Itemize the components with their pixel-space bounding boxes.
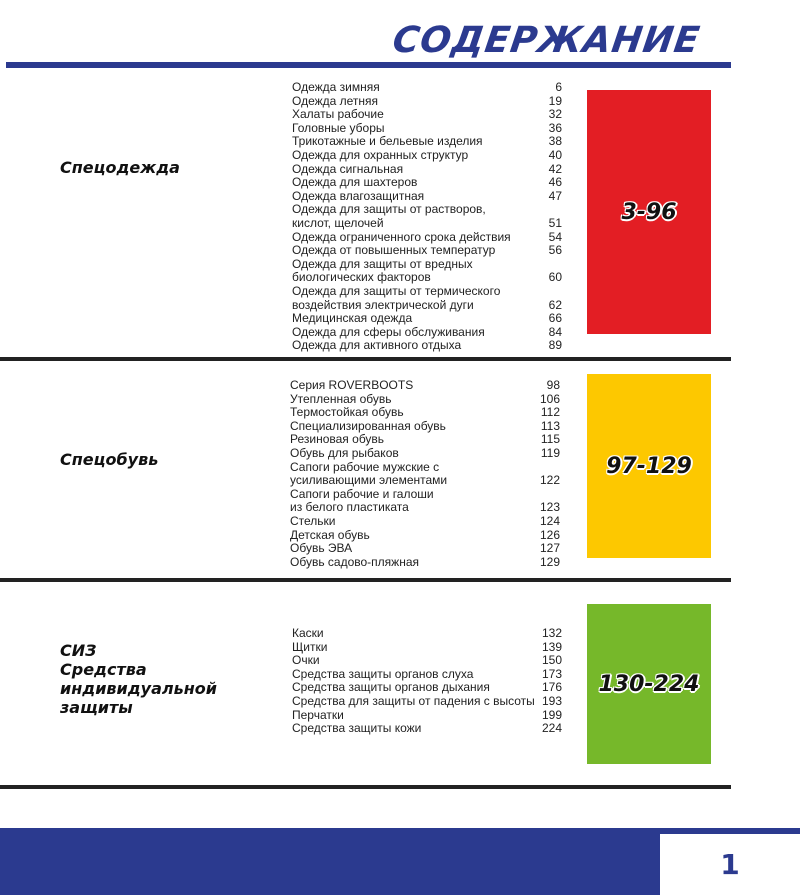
page-number-box: [660, 834, 800, 895]
toc-item-page: 54: [548, 229, 562, 244]
toc-item-page: 176: [541, 680, 562, 695]
toc-item: [292, 681, 562, 695]
toc-item-label: Одежда сигнальная: [292, 161, 404, 176]
toc-item-page: 124: [539, 513, 560, 528]
toc-item-label: Сапоги рабочие и галоши из белого пластиката: [290, 486, 434, 515]
toc-item-page: 106: [539, 391, 560, 406]
toc-item-label: Каски: [292, 626, 324, 640]
toc-item-page: 36: [548, 120, 562, 135]
toc-item: [290, 461, 560, 488]
page-number: 1: [720, 848, 740, 881]
toc-item-label: Обувь для рыбаков: [290, 445, 399, 460]
toc-item-page: 119: [540, 445, 560, 460]
toc-item-page: 47: [548, 188, 562, 203]
toc-item-page: 122: [539, 473, 560, 488]
toc-item-label: Одежда для защиты от растворов, кислот, щелочей: [292, 202, 486, 230]
toc-item-label: Одежда для защиты от вредных биологических факторов: [292, 256, 473, 285]
toc-item-page: 113: [540, 418, 560, 433]
toc-item-page: 112: [540, 405, 560, 420]
toc-item: [292, 176, 562, 190]
toc-item: [292, 244, 562, 258]
toc-item: [290, 529, 560, 543]
toc-item-page: 46: [548, 175, 562, 190]
toc-item-label: Детская обувь: [290, 527, 370, 542]
toc-item: [292, 95, 562, 109]
section-title-ppe: СИЗ Средства индивидуальной защиты: [60, 641, 217, 717]
toc-item-label: Одежда для охранных структур: [292, 147, 469, 162]
toc-item-page: 139: [541, 639, 562, 654]
toc-item-label: Щитки: [292, 639, 328, 654]
toc-item: [290, 379, 560, 393]
toc-item-label: Халаты рабочие: [292, 107, 384, 122]
toc-item-label: Сапоги рабочие мужские с усиливающими элементами: [290, 459, 448, 488]
toc-item-label: Средства защиты органов дыхания: [292, 680, 490, 695]
section-title-clothing: Спецодежда: [60, 158, 180, 177]
toc-item: [292, 149, 562, 163]
toc-item: [292, 190, 562, 204]
toc-item-label: Перчатки: [292, 707, 344, 722]
toc-item-label: Обувь ЭВА: [290, 541, 353, 556]
range-box-footwear: [587, 374, 711, 558]
toc-item-label: Серия ROVERBOOTS: [290, 378, 414, 392]
toc-item-page: 89: [548, 338, 562, 353]
toc-item: [292, 163, 562, 177]
toc-item: [292, 627, 562, 641]
toc-item: [292, 231, 562, 245]
toc-item-label: Термостойкая обувь: [290, 405, 404, 420]
toc-item-page: 42: [548, 161, 562, 176]
toc-item: [292, 722, 562, 736]
section-divider: [0, 357, 731, 361]
toc-item: [292, 135, 562, 149]
toc-item: [292, 709, 562, 723]
toc-item: [292, 258, 562, 285]
toc-item: [292, 326, 562, 340]
toc-item: [290, 556, 560, 570]
toc-item-label: Одежда от повышенных температур: [292, 243, 496, 258]
toc-item-label: Средства защиты органов слуха: [292, 666, 474, 681]
toc-item-label: Одежда для шахтеров: [292, 175, 418, 190]
section-title-footwear: Спецобувь: [60, 450, 159, 469]
section-divider: [0, 785, 731, 789]
toc-item: [290, 447, 560, 461]
toc-item-page: 98: [546, 378, 560, 392]
toc-item-page: 32: [548, 107, 562, 122]
toc-item: [292, 695, 562, 709]
toc-item-page: 62: [548, 297, 562, 312]
page-title: СОДЕРЖАНИЕ: [390, 20, 703, 61]
toc-item-page: 123: [539, 500, 560, 515]
toc-item-page: 193: [541, 693, 562, 708]
toc-item: [292, 668, 562, 682]
toc-item-label: Резиновая обувь: [290, 432, 385, 447]
toc-item-label: Одежда для защиты от термического воздействия электрической дуги: [292, 283, 501, 312]
toc-item-label: Трикотажные и бельевые изделия: [292, 134, 483, 149]
toc-item-label: Одежда влагозащитная: [292, 188, 425, 203]
range-box-ppe: [587, 604, 711, 764]
toc-item: [292, 339, 562, 353]
toc-item-label: Одежда для сферы обслуживания: [292, 324, 485, 339]
toc-item: [290, 515, 560, 529]
toc-item-page: 84: [548, 324, 562, 339]
toc-item-page: 56: [548, 243, 562, 258]
section-items-clothing: [292, 81, 562, 353]
toc-item-label: Обувь садово-пляжная: [290, 554, 419, 569]
toc-item: [290, 393, 560, 407]
toc-item-page: 132: [541, 626, 562, 640]
toc-item: [292, 122, 562, 136]
toc-item-label: Утепленная обувь: [290, 391, 392, 406]
toc-item-label: Средства для защиты от падения с высоты: [292, 693, 535, 708]
toc-item-label: Головные уборы: [292, 120, 385, 135]
section-items-ppe: [292, 627, 562, 736]
toc-item-page: 199: [541, 707, 562, 722]
toc-item-label: Специализированная обувь: [290, 418, 446, 433]
toc-item-label: Очки: [292, 653, 320, 668]
toc-item: [292, 108, 562, 122]
range-label-ppe: 130-224: [598, 671, 700, 697]
toc-item-label: Медицинская одежда: [292, 311, 413, 326]
section-divider: [0, 578, 731, 582]
toc-item-page: 40: [548, 147, 562, 162]
range-label-footwear: 97-129: [606, 453, 692, 479]
toc-item-label: Одежда для активного отдыха: [292, 338, 462, 353]
toc-item: [292, 654, 562, 668]
toc-item: [292, 81, 562, 95]
toc-item-page: 19: [548, 93, 562, 108]
toc-item-page: 60: [548, 270, 562, 285]
toc-item-page: 38: [548, 134, 562, 149]
toc-item-page: 150: [541, 653, 562, 668]
toc-item-page: 224: [541, 721, 562, 736]
toc-item: [292, 203, 562, 230]
toc-item-page: 66: [548, 311, 562, 326]
range-label-clothing: 3-96: [621, 199, 677, 225]
section-items-footwear: [290, 379, 560, 569]
toc-item-label: Средства защиты кожи: [292, 721, 422, 736]
toc-item: [290, 406, 560, 420]
toc-item: [292, 285, 562, 312]
toc-item: [290, 433, 560, 447]
toc-item-label: Одежда зимняя: [292, 80, 380, 94]
toc-item-page: 129: [539, 554, 560, 569]
toc-item-label: Одежда летняя: [292, 93, 379, 108]
toc-item-page: 126: [539, 527, 560, 542]
toc-item: [290, 542, 560, 556]
toc-item-page: 51: [548, 215, 562, 230]
toc-item-page: 127: [539, 541, 560, 556]
toc-item-label: Стельки: [290, 513, 336, 528]
toc-item: [292, 312, 562, 326]
toc-item: [290, 420, 560, 434]
header-rule: [6, 62, 731, 68]
toc-item: [290, 488, 560, 515]
toc-item-page: 6: [555, 80, 562, 94]
toc-item-page: 115: [540, 432, 560, 447]
toc-item-label: Одежда ограниченного срока действия: [292, 229, 511, 244]
toc-item-page: 173: [541, 666, 562, 681]
toc-item: [292, 641, 562, 655]
range-box-clothing: [587, 90, 711, 334]
